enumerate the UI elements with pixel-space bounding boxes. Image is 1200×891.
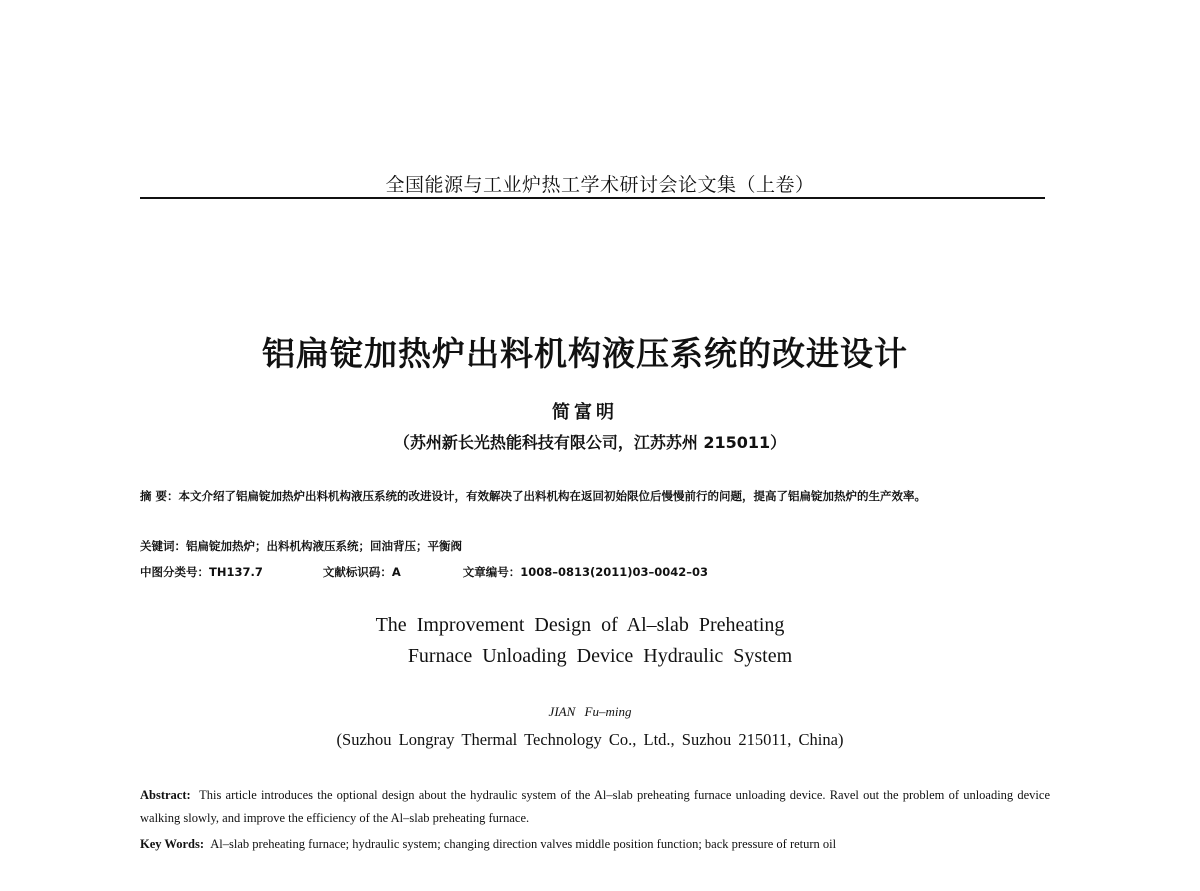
abstract-cn (140, 484, 1045, 508)
paper-title-en-line1: The Improvement Design of Al–slab Preheating (375, 614, 785, 636)
article-no-label: 文章编号： (462, 565, 521, 579)
abstract-cn-text: 本文介绍了铝扁锭加热炉出料机构液压系统的改进设计，有效解决了出料机构在返回初始限位后慢慢前行的问题，提高了铝扁锭加热炉的生产效率。 (178, 489, 927, 503)
doc-code-value: A (391, 565, 401, 579)
running-header: 全国能源与工业炉热工学术研讨会论文集（上卷） (385, 174, 815, 196)
abstract-en-text: This article introduces the optional design about the hydraulic system of the Al–slab preheating furnace unloading device. Ravel out the problem of unloading device walking slowly, and improve the efficiency of the Al–slab preheating furnace. (140, 788, 1051, 825)
affiliation-cn: （苏州新长光热能科技有限公司，江苏苏州 215011） (393, 433, 787, 452)
paper-title-cn: 铝扁锭加热炉出料机构液压系统的改进设计 (262, 334, 908, 373)
clc-value: TH137.7 (209, 565, 263, 579)
keywords-cn-text: 铝扁锭加热炉；出料机构液压系统；回油背压；平衡阀 (186, 539, 462, 553)
abstract-cn-label: 摘 要： (140, 489, 179, 503)
keywords-cn-label: 关键词： (140, 539, 186, 553)
keywords-en (140, 833, 1050, 856)
author-en: JIAN Fu–ming (548, 704, 632, 719)
paper-title-en-line2: Furnace Unloading Device Hydraulic System (407, 645, 793, 667)
abstract-en (140, 784, 1050, 830)
keywords-en-text: Al–slab preheating furnace; hydraulic system; changing direction valves middle position function; back pressure of return oil (210, 837, 837, 851)
header-rule (140, 197, 1045, 199)
classification-line (140, 560, 1045, 584)
abstract-en-label: Abstract: (140, 788, 191, 802)
doc-code-label: 文献标识码： (322, 565, 392, 579)
keywords-cn (140, 534, 1045, 558)
article-no-value: 1008–0813(2011)03–0042–03 (520, 565, 709, 579)
author-cn: 简富明 (552, 402, 618, 423)
clc-label: 中图分类号： (140, 565, 209, 579)
keywords-en-label: Key Words: (140, 837, 205, 851)
affiliation-en: (Suzhou Longray Thermal Technology Co., Ltd., Suzhou 215011, China) (336, 730, 844, 749)
